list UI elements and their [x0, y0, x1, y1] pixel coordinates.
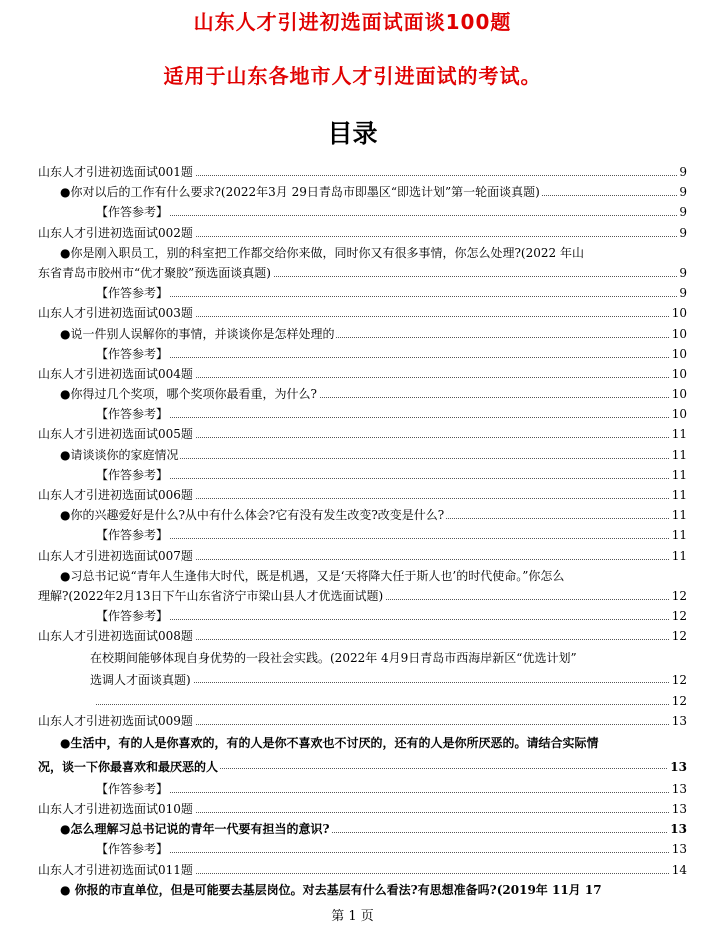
toc-entry[interactable]: ● 你报的市直单位，但是可能要去基层岗位。对去基层有什么看法?有思想准备吗?(2019年 11月 17 — [0, 880, 705, 900]
toc-entry[interactable]: 东省青岛市胶州市“优才聚胶”预选面谈真题) 9 — [0, 263, 705, 283]
toc-entry[interactable]: 【作答参考】 9 — [0, 202, 705, 222]
toc-entry[interactable]: 山东人才引进初选面试008题 12 — [0, 626, 705, 646]
toc-entry[interactable]: 山东人才引进初选面试011题 14 — [0, 860, 705, 880]
toc-entry[interactable]: 况，谈一下你最喜欢和最厌恶的人 13 — [0, 755, 705, 779]
page-number: 第 1 页 — [331, 909, 374, 924]
toc-entry[interactable]: 【作答参考】 11 — [0, 525, 705, 545]
toc-entry[interactable]: 【作答参考】 13 — [0, 839, 705, 859]
toc-entry[interactable]: ●你的兴趣爱好是什么?从中有什么体会?它有没有发生改变?改变是什么? 11 — [0, 505, 705, 525]
toc-entry[interactable]: ●你是刚入职员工，别的科室把工作都交给你来做，同时你又有很多事情，你怎么处理?(2022 年山 — [0, 243, 705, 263]
toc-entry[interactable]: 选调人才面谈真题) 12 — [0, 669, 705, 691]
toc-entry[interactable]: 山东人才引进初选面试010题 13 — [0, 799, 705, 819]
toc-entry[interactable]: 【作答参考】 12 — [0, 606, 705, 626]
toc-entry[interactable]: ●习总书记说“青年人生逢伟大时代，既是机遇，又是‘天将降大任于斯人也’的时代使命。”你怎么 — [0, 566, 705, 586]
toc-entry[interactable]: 【作答参考】 11 — [0, 465, 705, 485]
toc-entry[interactable]: 山东人才引进初选面试003题 10 — [0, 303, 705, 323]
toc-entry[interactable]: 12 — [0, 691, 705, 711]
toc-heading: 目录 — [327, 119, 378, 148]
toc-entry[interactable]: 【作答参考】 10 — [0, 344, 705, 364]
toc-entry[interactable]: ●怎么理解习总书记说的青年一代要有担当的意识? 13 — [0, 819, 705, 839]
toc-entry[interactable]: ●你得过几个奖项，哪个奖项你最看重，为什么? 10 — [0, 384, 705, 404]
toc-entry[interactable]: 理解?(2022年2月13日下午山东省济宁市梁山县人才优选面试题) 12 — [0, 586, 705, 606]
toc-entry[interactable]: ●请谈谈你的家庭情况 11 — [0, 445, 705, 465]
toc-entry[interactable]: 山东人才引进初选面试002题 9 — [0, 223, 705, 243]
toc-entry[interactable]: 山东人才引进初选面试009题 13 — [0, 711, 705, 731]
toc-entry[interactable]: 【作答参考】 10 — [0, 404, 705, 424]
toc-entry[interactable]: 山东人才引进初选面试001题 9 — [0, 162, 705, 182]
toc-entry[interactable]: 【作答参考】 13 — [0, 779, 705, 799]
toc-entry[interactable]: 山东人才引进初选面试006题 11 — [0, 485, 705, 505]
toc-entry[interactable]: 【作答参考】 9 — [0, 283, 705, 303]
toc-entry[interactable]: ●你对以后的工作有什么要求?(2022年3月 29日青岛市即墨区“即选计划”第一轮面谈真题) 9 — [0, 182, 705, 202]
table-of-contents — [0, 162, 705, 900]
toc-entry[interactable]: 在校期间能够体现自身优势的一段社会实践。(2022年 4月9日青岛市西海岸新区“优选计划” — [0, 647, 705, 669]
document-subtitle: 适用于山东各地市人才引进面试的考试。 — [163, 64, 542, 88]
toc-entry[interactable]: 山东人才引进初选面试005题 11 — [0, 424, 705, 444]
toc-entry[interactable]: ●生活中，有的人是你喜欢的，有的人是你不喜欢也不讨厌的，还有的人是你所厌恶的。请结合实际情 — [0, 731, 705, 755]
document-title: 山东人才引进初选面试面谈100题 — [193, 10, 512, 34]
toc-entry[interactable]: ●说一件别人误解你的事情，并谈谈你是怎样处理的 10 — [0, 324, 705, 344]
toc-entry[interactable]: 山东人才引进初选面试007题 11 — [0, 546, 705, 566]
toc-entry[interactable]: 山东人才引进初选面试004题 10 — [0, 364, 705, 384]
